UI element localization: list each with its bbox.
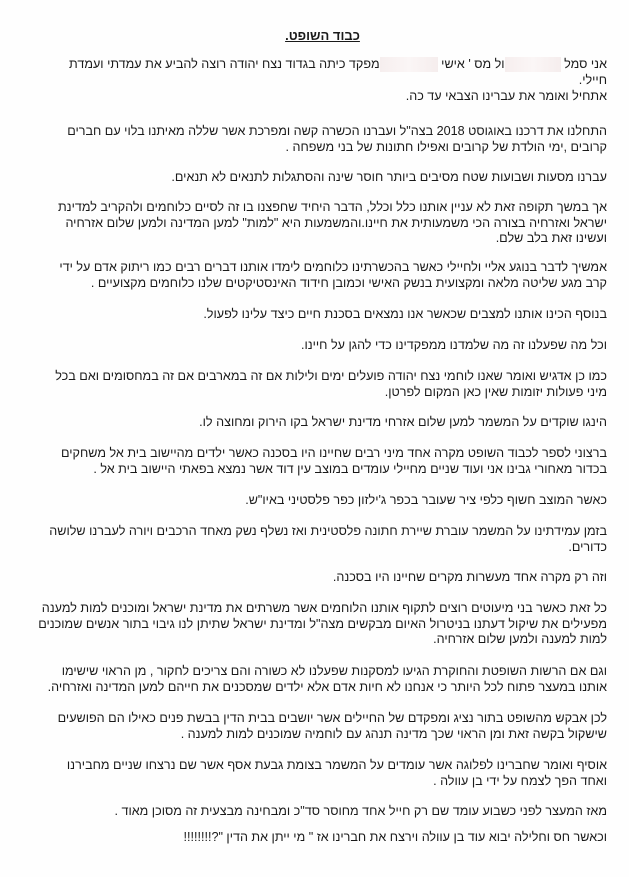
paragraph: וזה רק מקרה אחד מעשרות מקרים שחיינו היו בסכנה. xyxy=(332,570,607,584)
paragraph: בנוסף הכינו אותנו למצבים שכאשר אנו נמצאים בסכנת חיים כיצד עלינו לפעול. xyxy=(203,307,607,321)
paragraph: אמשיך לדבר בנוגע אליי ולחיילי כאשר בהכשרתינו כלוחמים לימדו אותנו דברים רבים כמו ריתוק אדם על ידי קרב מגע שליטה מלאה ומקצועית בנשק האישי וכמובן חידוד האינסטיקטים שלנו כלוחמים מקצועיים . xyxy=(59,260,607,290)
letter-title: כבוד השופט. xyxy=(285,28,360,43)
paragraph: בזמן עמידתינו על המשמר עוברת שיירת חתונה פלסטינית ואז נשלף נשק מאחד הרכבים ויורה לעברנו שלושה כדורים. xyxy=(49,524,607,554)
paragraph: עברנו מסעות ושבועות שטח מסיבים ביותר חוסר שינה והסתגלות לתנאים לא תנאים. xyxy=(171,170,607,184)
paragraph: אוסיף ואומר שחברינו לפלוגה אשר עומדים על המשמר בצומת גבעת אסף אשר שם נרצחו שניים מחבירנו ואחד הפך לצמח על ידי בן עוולה . xyxy=(66,758,607,788)
paragraph: הינגו שוקדים על המשמר למען שלום אזרחי מדינת ישראל בקו הירוק ומחוצה לו. xyxy=(199,415,607,429)
paragraph: לכן אבקש מהשופט בתור נציג ומפקדם של החיילים אשר יושבים בבית הדין בבשת פנים כאילו הם הפושעים שישקול בקשה זאת ומן הראוי שכך מדינה תנהג עם לוחמיה שמוכנים למות למענה . xyxy=(57,711,607,741)
paragraph: כמו כן אדגיש ואומר שאנו לוחמי נצח יהודה פועלים ימים ולילות אם זה במארבים אם זה במחסומים ואם בכל מיני פעולות יזומות שאין כאן המקום לפרטן. xyxy=(55,369,607,399)
redacted-id-number xyxy=(380,57,438,72)
intro-text-2: ול מס ' אישי xyxy=(441,57,505,71)
paragraph: אך במשך תקופה זאת לא עניין אותנו כלל וכלל, הדבר היחיד שחפצנו בו זה לסיים כלוחמים ולהקריב למדינת ישראל ואזרחיה בצורה הכי משמעותית את חיינו.והמשמעות היא "למות" למען המדינה ולמען שלום אזרחיה ועשינו זאת בלב שלם. xyxy=(57,200,607,245)
paragraph: ברצוני לספר לכבוד השופט מקרה אחד מיני רבים שחיינו היו בסכנה כאשר ילדים מהיישוב בית אל משחקים בכדור מאחורי גבינו אני ועוד שניים מחיילי עומדים במוצב עין דוד אשר נמצא בפאתי היישוב בית אל . xyxy=(61,446,607,476)
paragraph: וגם אם הרשות השופטת והחוקרת הגיעו למסקנות שפעלנו לא כשורה והם צריכים לחקור , מן הראוי שישימו אותנו במעצר פתוח לכל היותר כי אנחנו לא חיות אדם אלא ילדים שמסכנים את חייהם למען המדינה ואזרחיה. xyxy=(47,664,607,694)
redacted-name xyxy=(505,57,561,72)
intro-text-1: אני סמל xyxy=(564,57,607,71)
paragraph: כאשר המוצב חשוף כלפי ציר שעובר בכפר ג'ילזון כפר פלסטיני באיו"ש. xyxy=(245,493,607,507)
paragraph: וכל מה שפעלנו זה מה שלמדנו ממפקדינו כדי להגן על חיינו. xyxy=(300,338,607,352)
paragraph: כל זאת כאשר בני מיעוטים רוצים לתקוף אותנו הלוחמים אשר משרתים את מדינת ישראל ומוכנים למות למענה מפעילים את שיקול דעתנו בניטרול האיום מבקשים מצה"ל ומדינת ישראל שתיתן לנו גיבוי בתור אנשים שמוכנים למות למענה ולמען שלום אזרחיה. xyxy=(38,601,607,646)
paragraph: התחלנו את דרכנו באוגוסט 2018 בצה"ל ועברנו הכשרה קשה ומפרכת אשר שללה מאיתנו בלוי עם חברים קרובים ,ימי הולדת של קרובים ואפילו חתונות של בני משפחה . xyxy=(67,124,607,154)
paragraph: וכאשר חס וחלילה יבוא עוד בן עוולה וירצח את חברינו אז " מי ייתן את הדין "?!!!!!!!! xyxy=(183,830,607,844)
intro-text-3: מפקד כיתה בגדוד נצח יהודה רוצה להביע את עמדתי ועמדת חיילי. xyxy=(69,57,607,87)
paragraph: אתחיל ואומר את עברינו הצבאי עד כה. xyxy=(405,89,607,103)
paragraph: מאז המעצר לפני כשבוע עומד שם רק חייל אחד מחוסר סד"כ ומבחינה מבצעית זה מסוכן מאוד . xyxy=(114,804,607,818)
intro-paragraph xyxy=(38,57,607,88)
